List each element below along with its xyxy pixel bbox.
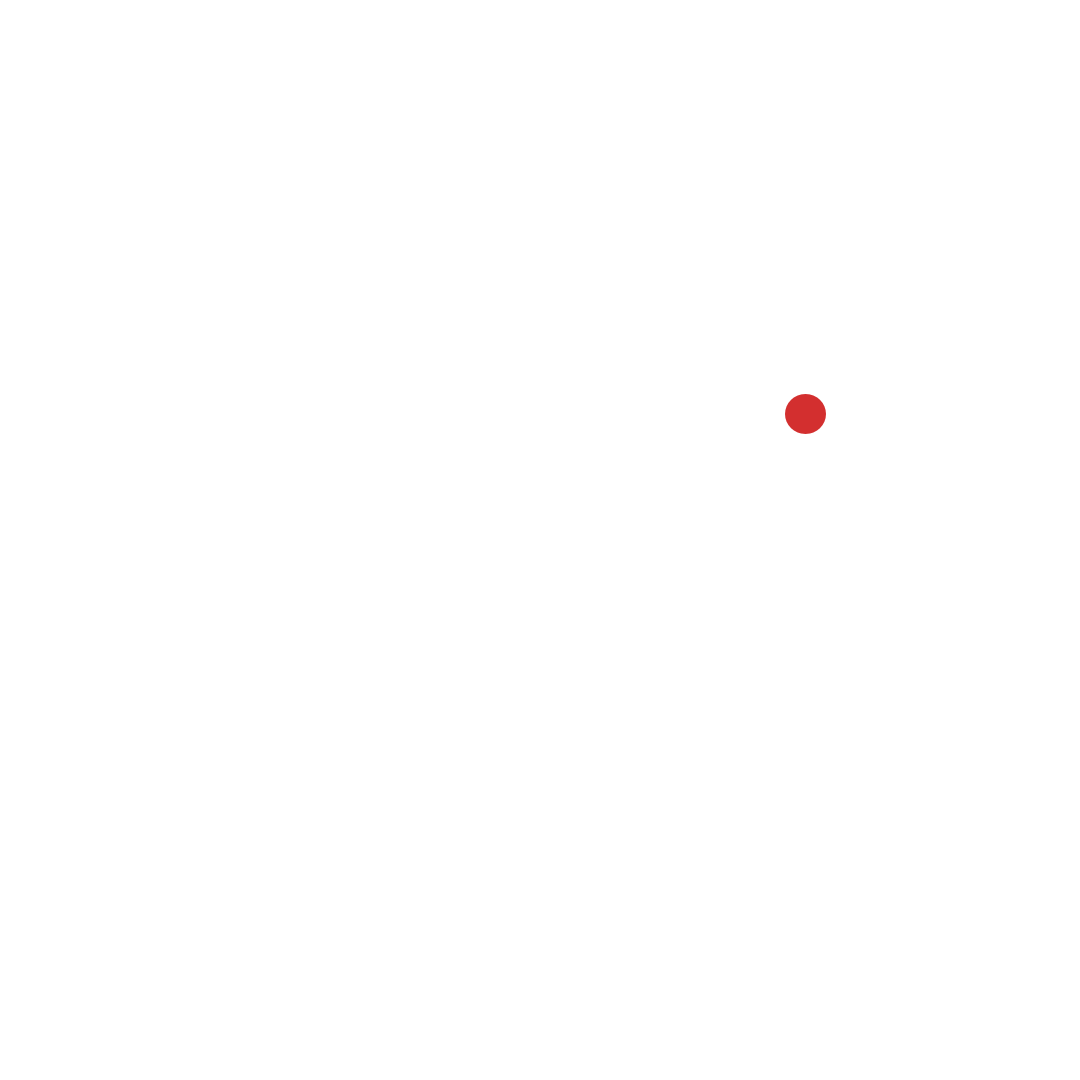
red-dot-icon bbox=[785, 394, 826, 434]
